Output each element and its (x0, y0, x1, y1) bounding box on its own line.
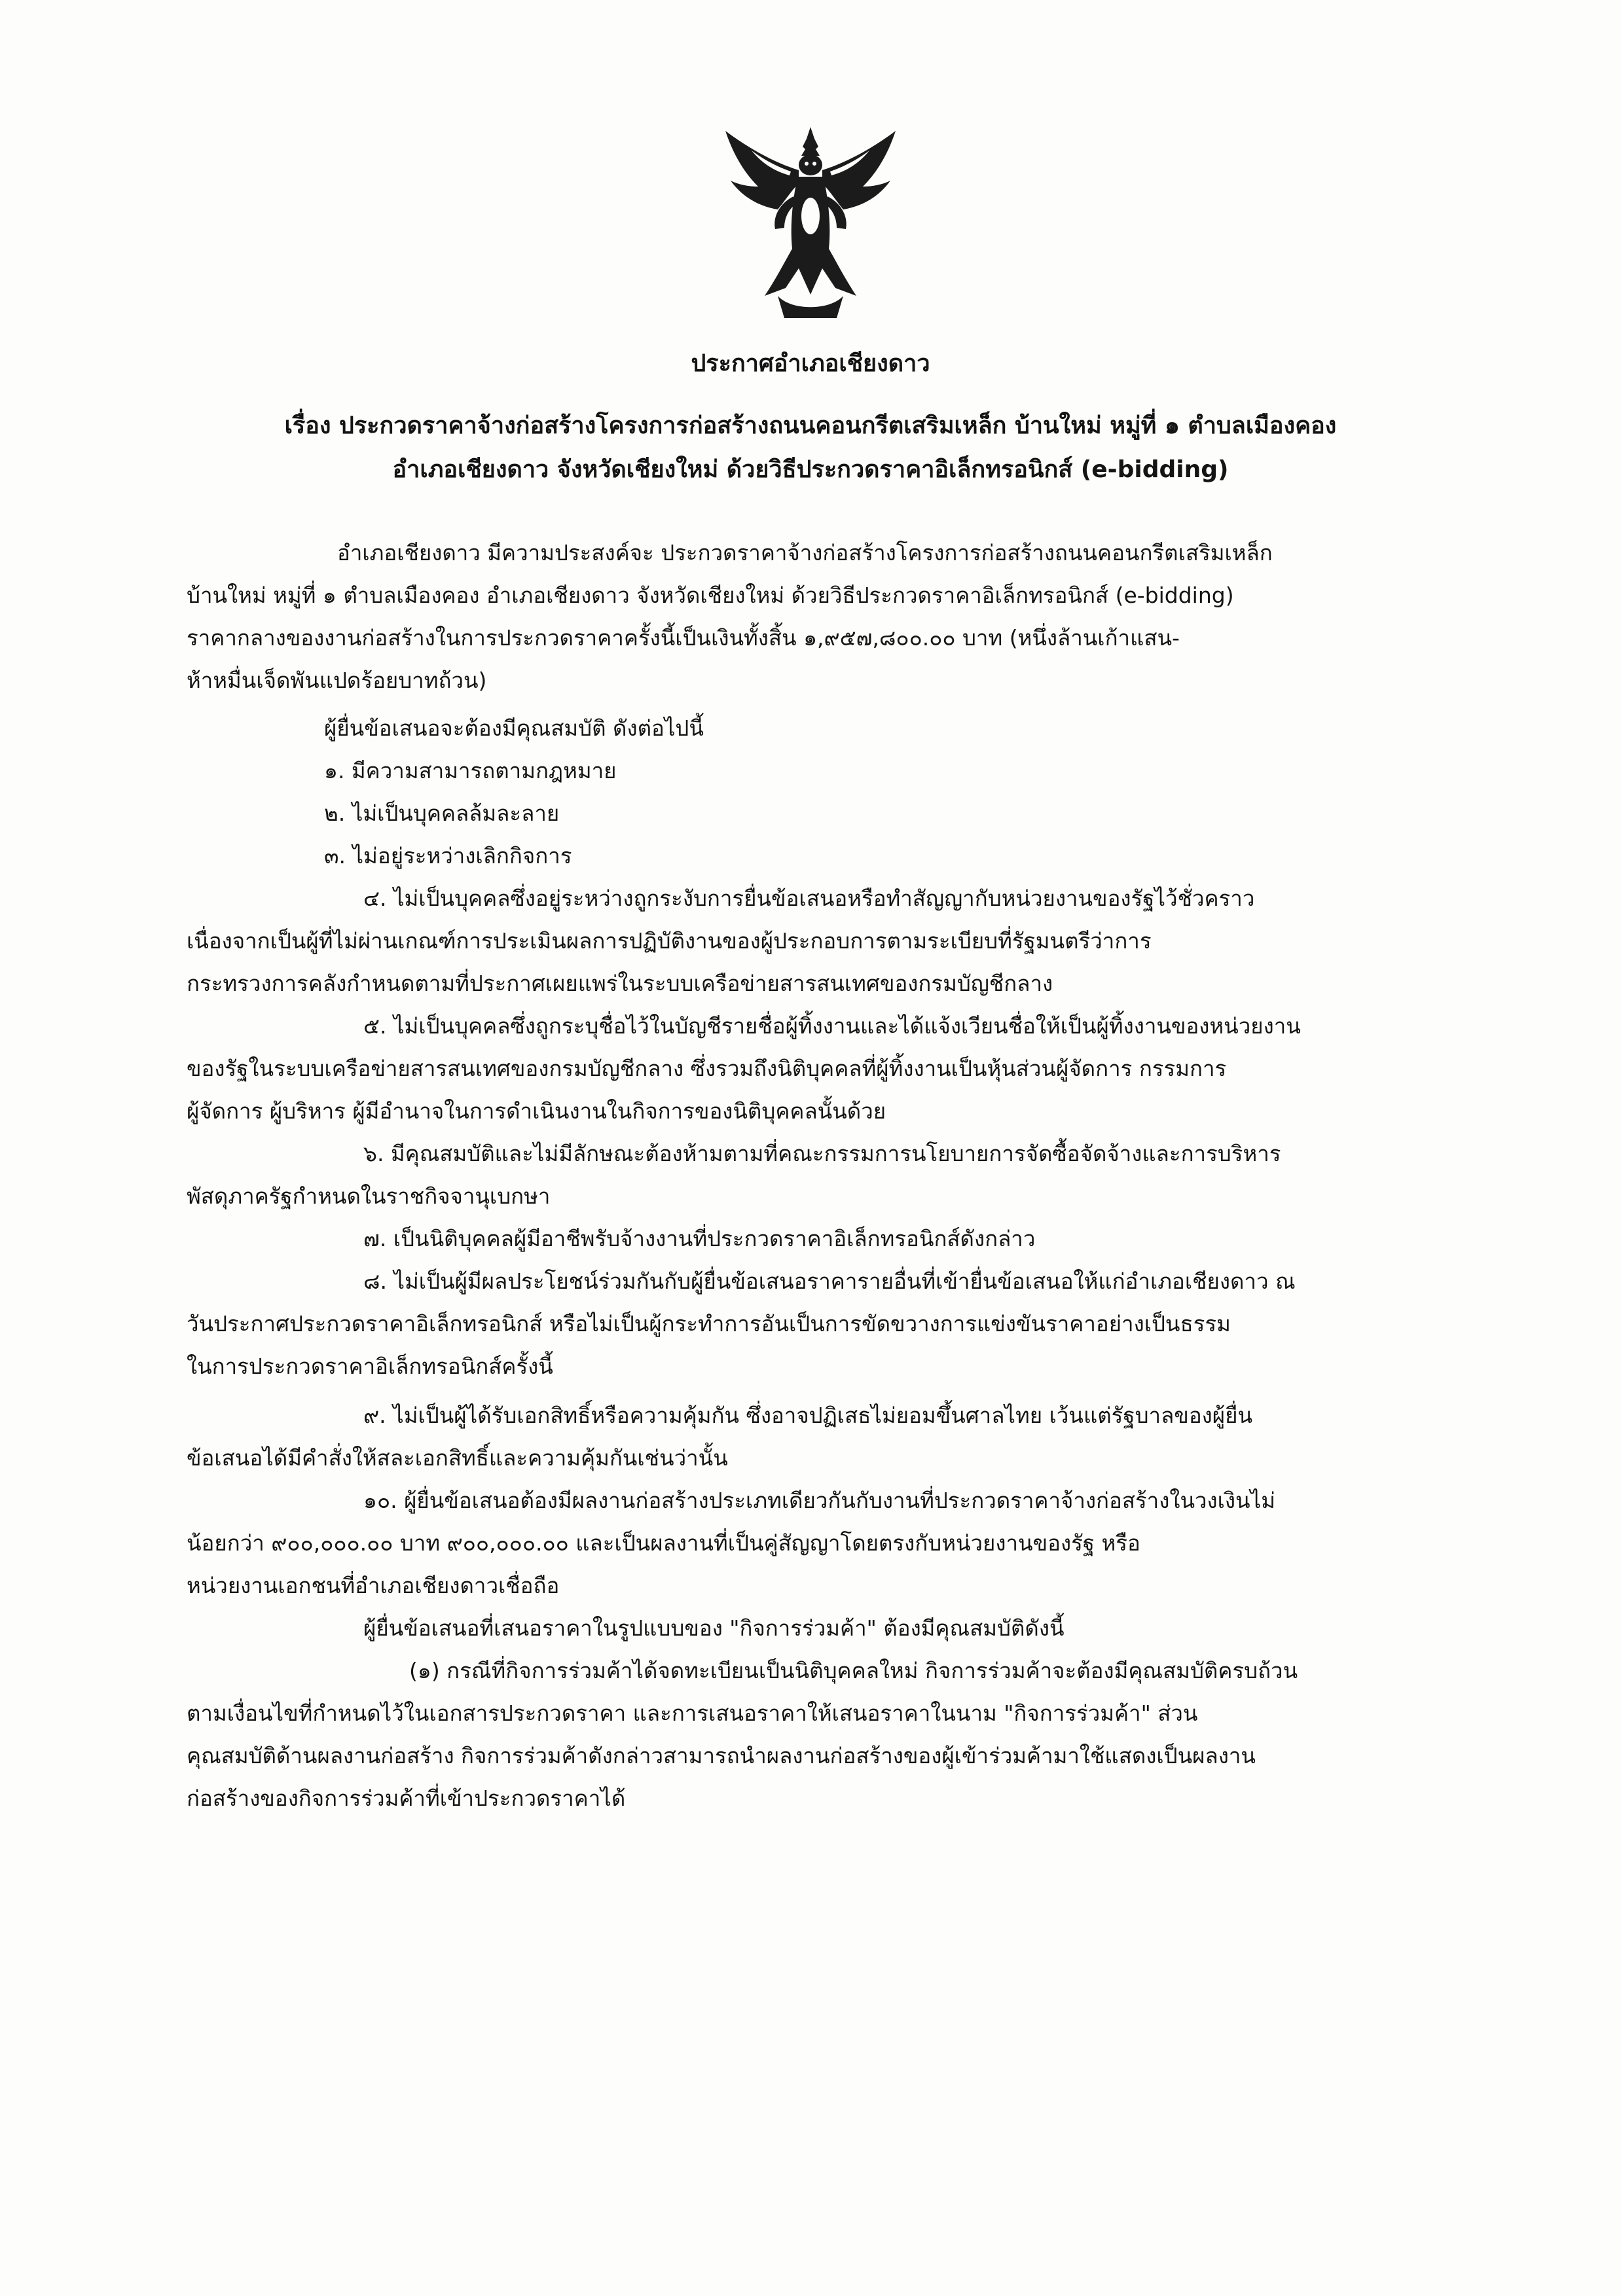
qualification-item: ๙. ไม่เป็นผู้ได้รับเอกสิทธิ์หรือความคุ้มกัน ซึ่งอาจปฏิเสธไม่ยอมขึ้นศาลไทย เว้นแต่รัฐบาลของผู้ยื่น (363, 1403, 1253, 1428)
qualification-line: ข้อเสนอได้มีคำสั่งให้สละเอกสิทธิ์และความคุ้มกันเช่นว่านั้น (187, 1445, 728, 1471)
qualification-item: ๔. ไม่เป็นบุคคลซึ่งอยู่ระหว่างถูกระงับการยื่นข้อเสนอหรือทำสัญญากับหน่วยงานของรัฐไว้ชั่วคราว (363, 886, 1255, 911)
qualification-line: กระทรวงการคลังกำหนดตามที่ประกาศเผยแพร่ในระบบเครือข่ายสารสนเทศของกรมบัญชีกลาง (187, 971, 1053, 996)
qualification-line: ผู้จัดการ ผู้บริหาร ผู้มีอำนาจในการดำเนินงานในกิจการของนิติบุคคลนั้นด้วย (187, 1098, 886, 1124)
intro-line: บ้านใหม่ หมู่ที่ ๑ ตำบลเมืองคอง อำเภอเชียงดาว จังหวัดเชียงใหม่ ด้วยวิธีประกวดราคาอิเล็กทรอนิกส์ (e-bidding) (187, 583, 1234, 608)
qualification-item: ๗. เป็นนิติบุคคลผู้มีอาชีพรับจ้างงานที่ประกวดราคาอิเล็กทรอนิกส์ดังกล่าว (363, 1226, 1036, 1251)
qualification-item: ๖. มีคุณสมบัติและไม่มีลักษณะต้องห้ามตามที่คณะกรรมการนโยบายการจัดซื้อจัดจ้างและการบริหาร (363, 1141, 1281, 1166)
qualification-line: หน่วยงานเอกชนที่อำเภอเชียงดาวเชื่อถือ (187, 1573, 560, 1598)
qualification-item: ๒. ไม่เป็นบุคคลล้มละลาย (324, 800, 560, 826)
joint-venture-heading: ผู้ยื่นข้อเสนอที่เสนอราคาในรูปแบบของ "กิจการร่วมค้า" ต้องมีคุณสมบัติดังนี้ (363, 1615, 1065, 1641)
subject-line-1: เรื่อง ประกวดราคาจ้างก่อสร้างโครงการก่อสร้างถนนคอนกรีตเสริมเหล็ก บ้านใหม่ หมู่ที่ ๑ ตำบลเมืองคอง (284, 412, 1337, 439)
garuda-emblem-icon (712, 124, 909, 321)
joint-venture-line: ก่อสร้างของกิจการร่วมค้าที่เข้าประกวดราคาได้ (187, 1785, 626, 1811)
qualification-item: ๕. ไม่เป็นบุคคลซึ่งถูกระบุชื่อไว้ในบัญชีรายชื่อผู้ทิ้งงานและได้แจ้งเวียนชื่อให้เป็นผู้ทิ้งงานของหน่วยงาน (363, 1013, 1301, 1039)
qualification-line: น้อยกว่า ๙๐๐,๐๐๐.๐๐ บาท ๙๐๐,๐๐๐.๐๐ และเป็นผลงานที่เป็นคู่สัญญาโดยตรงกับหน่วยงานของรัฐ หรือ (187, 1530, 1140, 1556)
qualification-line: วันประกาศประกวดราคาอิเล็กทรอนิกส์ หรือไม่เป็นผู้กระทำการอันเป็นการขัดขวางการแข่งขันราคาอย่างเป็นธรรม (187, 1311, 1231, 1336)
joint-venture-line: ตามเงื่อนไขที่กำหนดไว้ในเอกสารประกวดราคา และการเสนอราคาให้เสนอราคาในนาม "กิจการร่วมค้า" ส่วน (187, 1700, 1198, 1726)
intro-line: อำเภอเชียงดาว มีความประสงค์จะ ประกวดราคาจ้างก่อสร้างโครงการก่อสร้างถนนคอนกรีตเสริมเหล็ก (337, 540, 1273, 565)
joint-venture-line: คุณสมบัติด้านผลงานก่อสร้าง กิจการร่วมค้าดังกล่าวสามารถนำผลงานก่อสร้างของผู้เข้าร่วมค้ามาใช้แสดงเป็นผลงาน (187, 1743, 1256, 1768)
intro-line: ห้าหมื่นเจ็ดพันแปดร้อยบาทถ้วน) (187, 668, 487, 693)
qualification-item: ๘. ไม่เป็นผู้มีผลประโยชน์ร่วมกันกับผู้ยื่นข้อเสนอราคารายอื่นที่เข้ายื่นข้อเสนอให้แก่อำเภอเชียงดาว ณ (363, 1268, 1296, 1294)
issuer-heading: ประกาศอำเภอเชียงดาว (691, 350, 930, 377)
qualification-item: ๑๐. ผู้ยื่นข้อเสนอต้องมีผลงานก่อสร้างประเภทเดียวกันกับงานที่ประกวดราคาจ้างก่อสร้างในวงเงินไม่ (363, 1488, 1275, 1513)
announcement-body (187, 531, 1417, 1820)
qualification-line: เนื่องจากเป็นผู้ที่ไม่ผ่านเกณฑ์การประเมินผลการปฏิบัติงานของผู้ประกอบการตามระเบียบที่รัฐมนตรีว่าการ (187, 928, 1152, 954)
qualifications-heading: ผู้ยื่นข้อเสนอจะต้องมีคุณสมบัติ ดังต่อไปนี้ (324, 715, 704, 741)
qualification-item: ๓. ไม่อยู่ระหว่างเลิกกิจการ (324, 843, 572, 869)
qualification-line: ของรัฐในระบบเครือข่ายสารสนเทศของกรมบัญชีกลาง ซึ่งรวมถึงนิติบุคคลที่ผู้ทิ้งงานเป็นหุ้นส่วนผู้จัดการ กรรมการ (187, 1056, 1227, 1081)
qualification-item: ๑. มีความสามารถตามกฎหมาย (324, 758, 617, 783)
subject-line-2: อำเภอเชียงดาว จังหวัดเชียงใหม่ ด้วยวิธีประกวดราคาอิเล็กทรอนิกส์ (e-bidding) (392, 456, 1229, 483)
qualification-line: พัสดุภาครัฐกำหนดในราชกิจจานุเบกษา (187, 1183, 551, 1209)
intro-line: ราคากลางของงานก่อสร้างในการประกวดราคาครั้งนี้เป็นเงินทั้งสิ้น ๑,๙๕๗,๘๐๐.๐๐ บาท (หนึ่งล้านเก้าแสน- (187, 625, 1180, 651)
qualification-line: ในการประกวดราคาอิเล็กทรอนิกส์ครั้งนี้ (187, 1354, 553, 1379)
joint-venture-item: (๑) กรณีที่กิจการร่วมค้าได้จดทะเบียนเป็นนิติบุคคลใหม่ กิจการร่วมค้าจะต้องมีคุณสมบัติครบถ้วน (409, 1658, 1298, 1683)
